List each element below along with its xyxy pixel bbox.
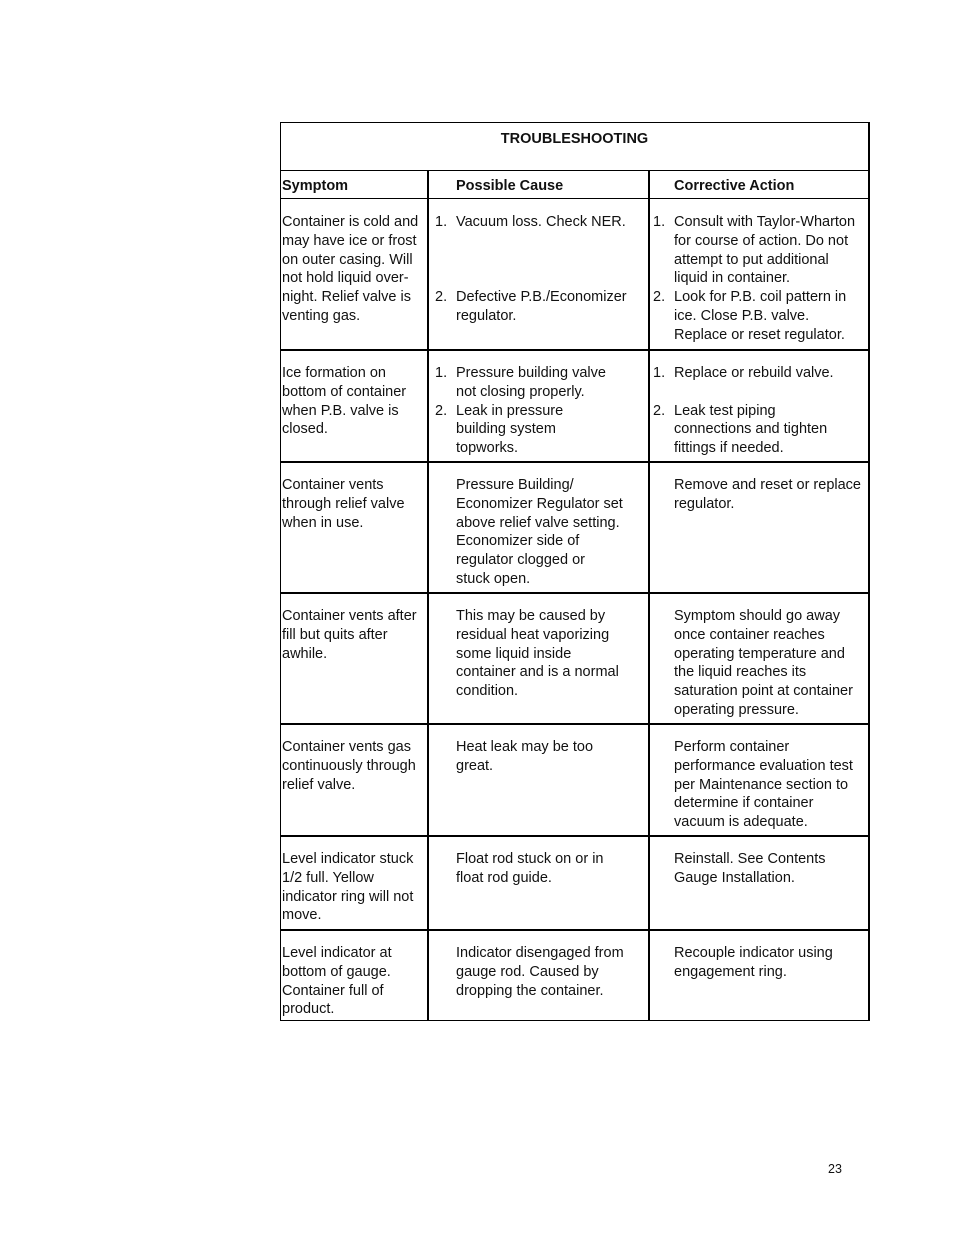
- table-row: [281, 724, 868, 835]
- table-row: [281, 350, 868, 461]
- symptom-cell: Container vents through relief valve when in use.: [282, 477, 405, 531]
- cause-cell: Indicator disengaged from gauge rod. Caused by dropping the container.: [456, 945, 624, 999]
- item-text: Look for P.B. coil pattern in ice. Close P.B. valve. Replace or reset regulator.: [674, 289, 847, 343]
- item-text: Pressure building valve not closing properly.: [456, 365, 606, 400]
- item-number: 1.: [653, 365, 666, 381]
- action-cell: [653, 364, 869, 458]
- item-number: 1.: [435, 365, 448, 381]
- cause-cell: [435, 364, 649, 458]
- action-item: [653, 402, 869, 458]
- header-symptom: Symptom: [282, 178, 349, 194]
- header-corrective-action: Corrective Action: [674, 178, 795, 194]
- cause-cell: Float rod stuck on or in float rod guide.: [456, 851, 604, 886]
- table-row: [281, 930, 868, 1022]
- symptom-cell: Container is cold and may have ice or frost on outer casing. Will not hold liquid over- night. Relief valve is venting gas.: [282, 214, 419, 324]
- symptom-cell: Container vents gas continuously through relief valve.: [282, 739, 416, 793]
- item-text: Defective P.B./Economizer regulator.: [456, 289, 627, 324]
- action-cell: Symptom should go away once container reaches operating temperature and the liquid reaches its saturation point at container operating pressure.: [674, 608, 853, 718]
- cause-item: [435, 364, 649, 402]
- item-text: Consult with Taylor-Wharton for course of action. Do not attempt to put additional liquid in container.: [674, 214, 856, 287]
- troubleshooting-table: [280, 122, 870, 1021]
- cause-cell: Heat leak may be too great.: [456, 739, 594, 774]
- item-number: 1.: [653, 214, 666, 230]
- item-number: 1.: [435, 214, 448, 230]
- symptom-cell: Container vents after fill but quits after awhile.: [282, 608, 417, 662]
- symptom-cell: Ice formation on bottom of container when P.B. valve is closed.: [282, 365, 407, 438]
- title-divider: [281, 170, 868, 171]
- table-row: [281, 199, 868, 349]
- item-number: 2.: [435, 289, 448, 306]
- item-text: Leak in pressure building system topworks.: [456, 402, 564, 457]
- cause-item: [435, 288, 649, 326]
- action-item: [653, 288, 869, 344]
- item-text: Replace or rebuild valve.: [674, 365, 834, 381]
- action-cell: Recouple indicator using engagement ring.: [674, 945, 833, 980]
- cause-item: [435, 402, 649, 458]
- item-text: Vacuum loss. Check NER.: [456, 214, 626, 230]
- cause-item: [435, 213, 649, 232]
- item-number: 2.: [653, 289, 666, 306]
- page-number: 23: [828, 1162, 842, 1176]
- action-cell: Reinstall. See Contents Gauge Installation.: [674, 851, 826, 886]
- action-cell: Remove and reset or replace regulator.: [674, 477, 861, 512]
- item-number: 2.: [653, 402, 666, 419]
- cause-cell: This may be caused by residual heat vaporizing some liquid inside container and is a normal condition.: [456, 608, 619, 700]
- item-text: Leak test piping connections and tighten fittings if needed.: [674, 402, 828, 457]
- header-possible-cause: Possible Cause: [456, 178, 564, 194]
- cause-cell: Pressure Building/ Economizer Regulator set above relief valve setting. Economizer side of regulator clogged or stuck open.: [456, 477, 623, 587]
- table-row: [281, 836, 868, 929]
- action-item: [653, 213, 869, 288]
- item-number: 2.: [435, 402, 448, 419]
- action-cell: [653, 213, 869, 345]
- table-title: TROUBLESHOOTING: [500, 131, 649, 147]
- action-item: [653, 364, 869, 383]
- action-cell: Perform container performance evaluation test per Maintenance section to determine if container vacuum is adequate.: [674, 739, 853, 831]
- cause-cell: [435, 213, 649, 326]
- symptom-cell: Level indicator stuck 1/2 full. Yellow indicator ring will not move.: [282, 851, 414, 924]
- table-row: [281, 593, 868, 723]
- symptom-cell: Level indicator at bottom of gauge. Container full of product.: [282, 945, 392, 1018]
- table-row: [281, 462, 868, 592]
